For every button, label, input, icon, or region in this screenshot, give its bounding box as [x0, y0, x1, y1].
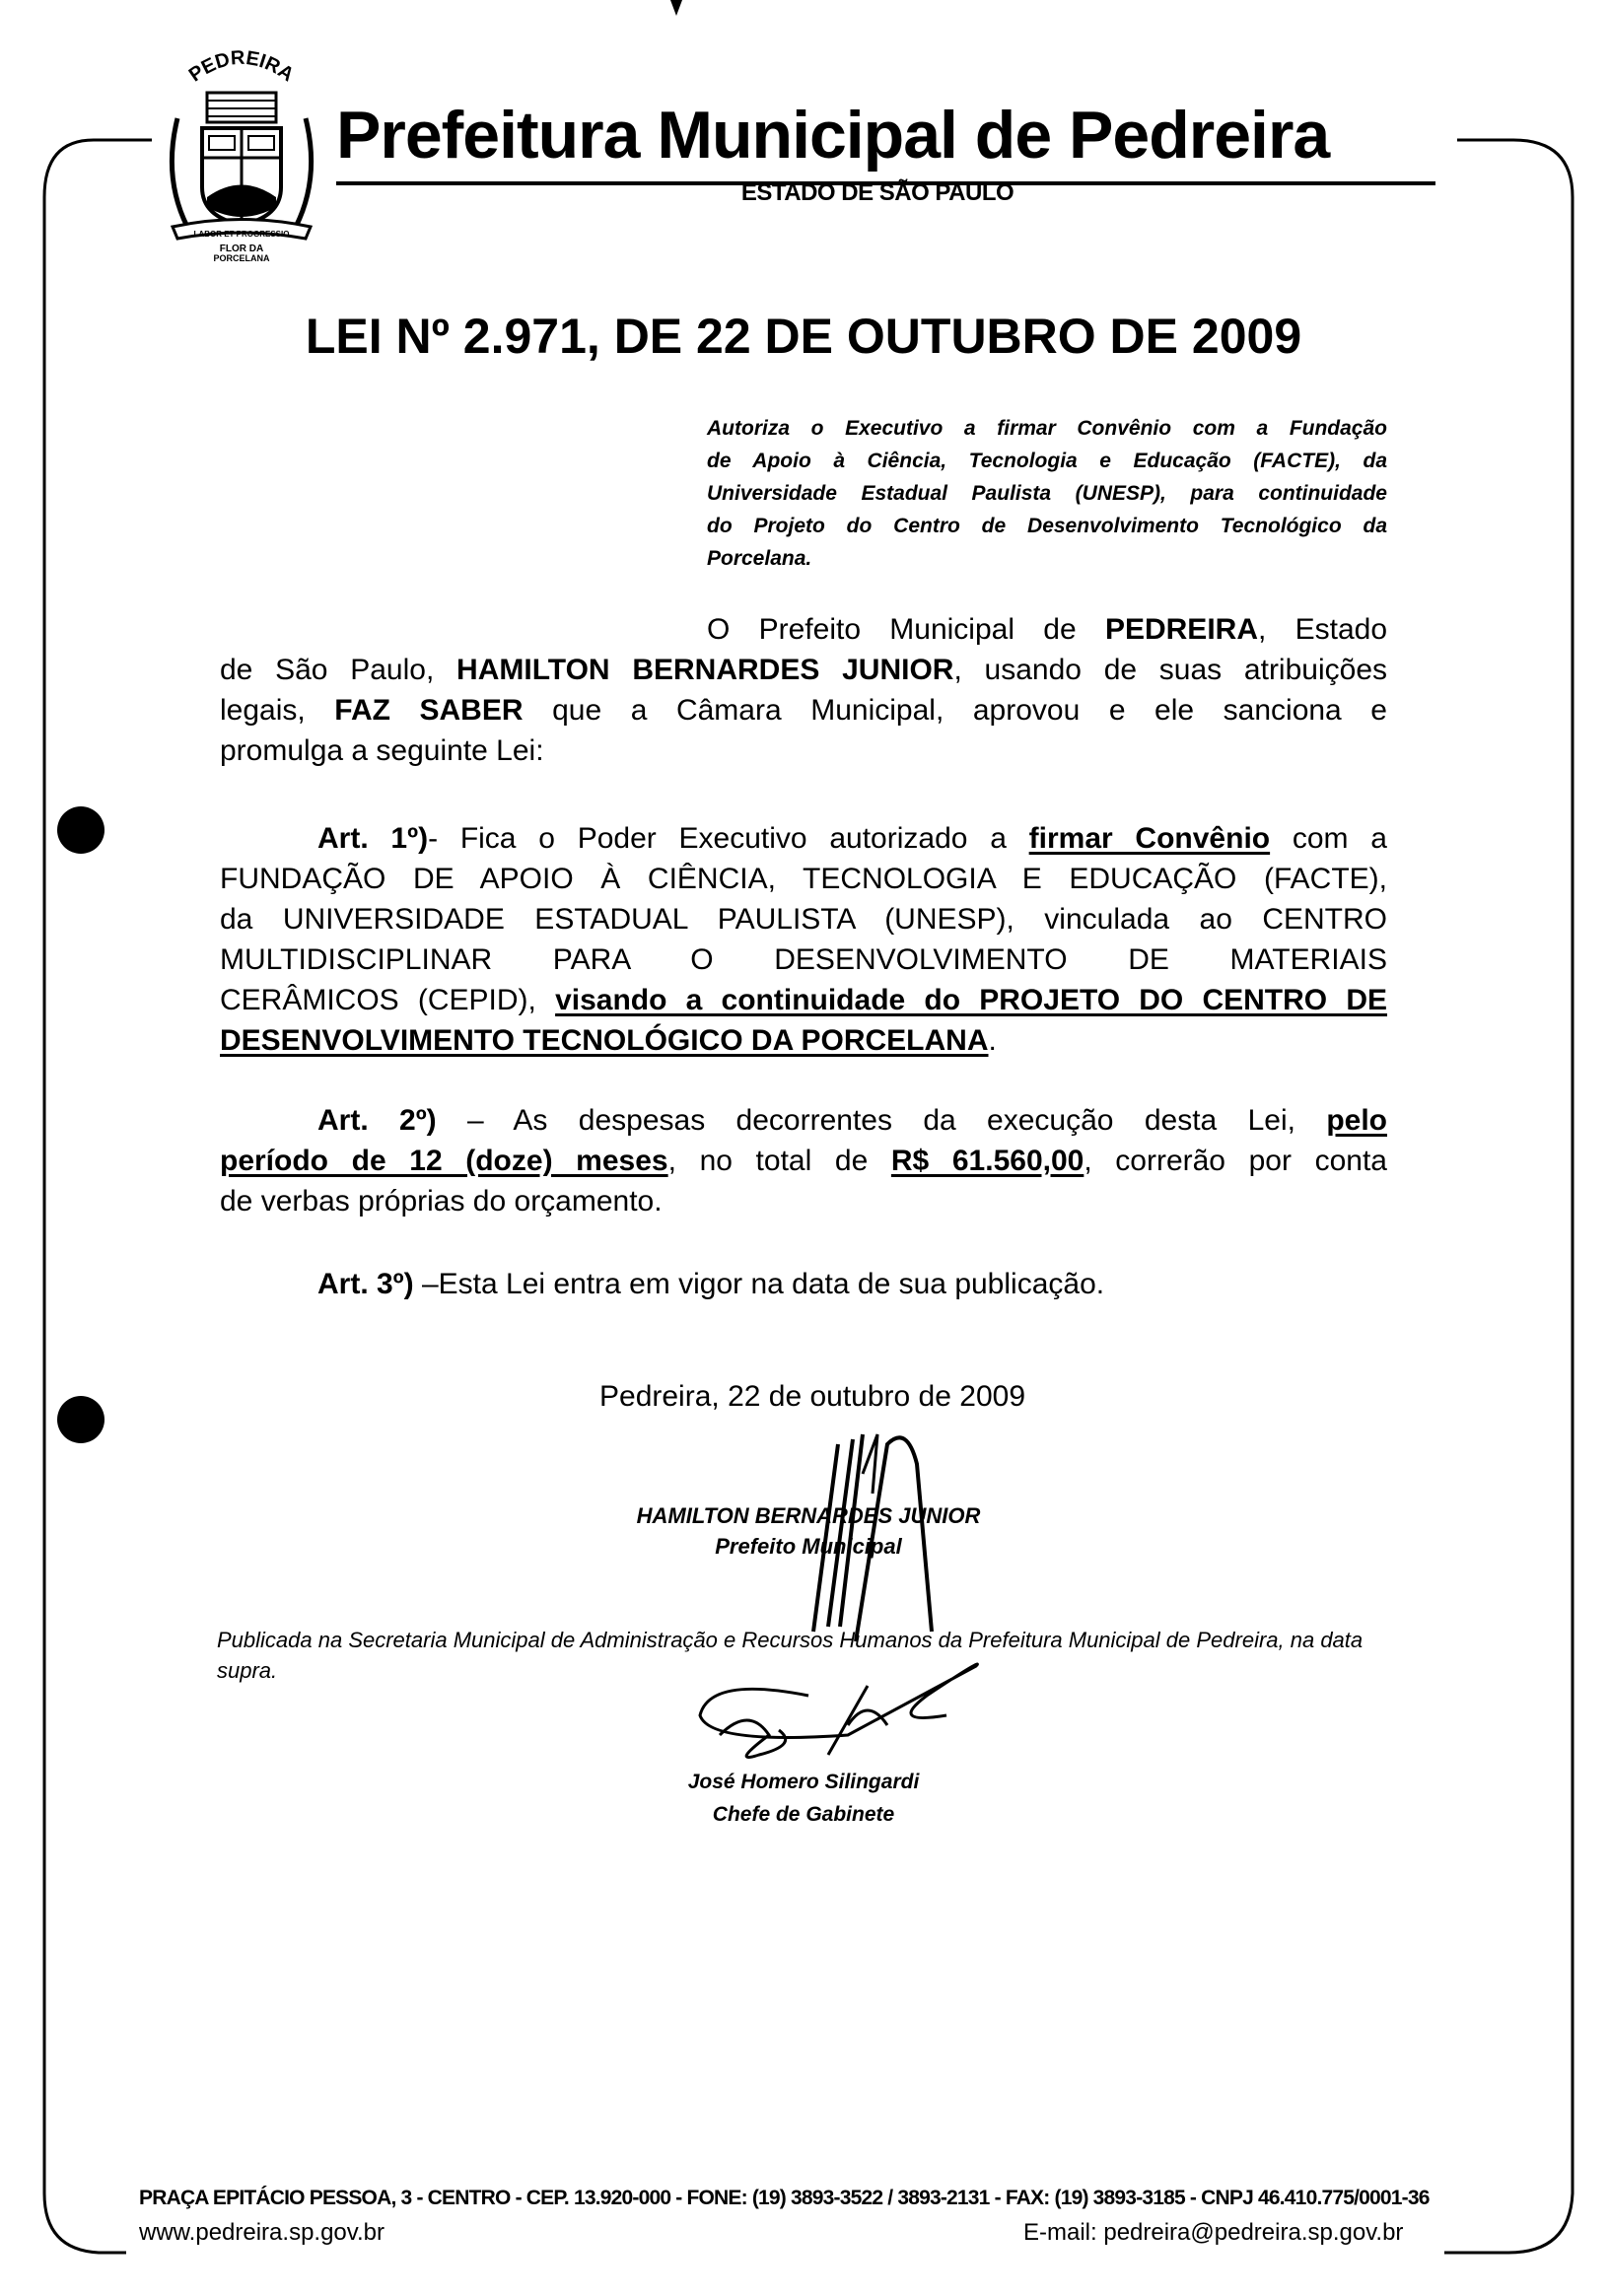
- chief-name: José Homero Silingardi: [687, 1771, 920, 1793]
- publication-note: Publicada na Secretaria Municipal de Administração e Recursos Humanos da Prefeitura Municipal de Pedreira, na data supra.: [217, 1628, 1364, 1683]
- signatory-role: Prefeito Municipal: [715, 1534, 902, 1559]
- article-2: [220, 1100, 1387, 1221]
- text-line: [220, 1020, 1387, 1061]
- punch-hole: [57, 1396, 105, 1443]
- summary-line: do Projeto do Centro de Desenvolvimento Tecnológico da: [707, 515, 1387, 537]
- text-segment: promulga a seguinte Lei:: [220, 734, 544, 767]
- text-segment: de São Paulo,: [220, 654, 457, 686]
- signatory-name: HAMILTON BERNARDES JUNIOR: [636, 1503, 981, 1528]
- svg-text:FLOR DA: FLOR DA: [219, 244, 264, 254]
- text-segment: MULTIDISCIPLINAR PARA O DESENVOLVIMENTO DE MATERIAIS: [220, 943, 1387, 976]
- text-segment: –Esta Lei entra em vigor na data de sua publicação.: [413, 1268, 1105, 1300]
- text-segment: , correrão por conta: [1084, 1145, 1387, 1177]
- chief-role: Chefe de Gabinete: [712, 1803, 895, 1826]
- bold-text: PEDREIRA: [1104, 613, 1258, 646]
- municipality-title: Prefeitura Municipal de Pedreira: [336, 98, 1330, 173]
- text-line: [220, 980, 1387, 1020]
- summary-line: de Apoio à Ciência, Tecnologia e Educação (FACTE), da: [707, 450, 1387, 472]
- bold-text: HAMILTON BERNARDES JUNIOR: [456, 654, 954, 686]
- text-segment: FUNDAÇÃO DE APOIO À CIÊNCIA, TECNOLOGIA E EDUCAÇÃO (FACTE),: [220, 863, 1387, 895]
- text-segment: CERÂMICOS (CEPID),: [220, 984, 556, 1016]
- punch-hole: [57, 806, 105, 854]
- text-segment: com a: [1270, 822, 1387, 855]
- underlined-text: visando a continuidade do PROJETO DO CENTRO DE: [555, 984, 1388, 1016]
- text-segment: - Fica o Poder Executivo autorizado a: [428, 822, 1029, 855]
- text-line: [220, 1264, 1387, 1304]
- text-segment: , usando de suas atribuições: [953, 654, 1387, 686]
- footer-email[interactable]: E-mail: pedreira@pedreira.sp.gov.br: [1023, 2219, 1404, 2246]
- underlined-text: período de 12 (doze) meses: [220, 1145, 668, 1177]
- text-segment: O Prefeito Municipal de: [707, 613, 1105, 646]
- law-summary: [707, 412, 1387, 575]
- chief-signature: [690, 1656, 986, 1765]
- text-line: [220, 859, 1387, 899]
- summary-line: Porcelana.: [707, 547, 812, 570]
- municipal-crest-logo: [158, 49, 325, 261]
- bold-text: Art. 2º): [317, 1104, 437, 1137]
- svg-text:LABOR ET PROGRESSIO: LABOR ET PROGRESSIO: [193, 230, 290, 239]
- underlined-text: pelo: [1326, 1104, 1387, 1137]
- article-3: [220, 1264, 1387, 1304]
- text-line: [220, 609, 1387, 650]
- text-segment: , no total de: [667, 1145, 891, 1177]
- text-segment: .: [988, 1024, 997, 1057]
- bold-text: Art. 1º): [317, 822, 429, 855]
- text-segment: – As despesas decorrentes da execução desta Lei,: [436, 1104, 1327, 1137]
- text-line: [220, 690, 1387, 731]
- summary-line: Autoriza o Executivo a firmar Convênio com a Fundação: [707, 417, 1387, 440]
- date-line: Pedreira, 22 de outubro de 2009: [599, 1380, 1025, 1413]
- footer-website[interactable]: www.pedreira.sp.gov.br: [139, 2219, 385, 2246]
- text-line: [220, 899, 1387, 939]
- underlined-text: R$ 61.560,00: [890, 1145, 1084, 1177]
- underlined-text: DESENVOLVIMENTO TECNOLÓGICO DA PORCELANA: [220, 1024, 989, 1057]
- underlined-text: firmar Convênio: [1028, 822, 1271, 855]
- svg-text:PEDREIRA: PEDREIRA: [184, 49, 298, 87]
- text-segment: que a Câmara Municipal, aprovou e ele sanciona e: [523, 694, 1387, 727]
- text-line: [220, 731, 1387, 771]
- text-segment: de verbas próprias do orçamento.: [220, 1185, 663, 1218]
- text-segment: legais,: [220, 694, 335, 727]
- text-line: [220, 1100, 1387, 1141]
- bold-text: FAZ SABER: [334, 694, 524, 727]
- text-line: [220, 818, 1387, 859]
- footer-address: PRAÇA EPITÁCIO PESSOA, 3 - CENTRO - CEP. 13.920-000 - FONE: (19) 3893-3522 / 3893-2131 - FAX: (19) 3893-3185 - CNPJ 46.410.775/0001-36: [139, 2187, 1430, 2209]
- text-segment: da UNIVERSIDADE ESTADUAL PAULISTA (UNESP), vinculada ao CENTRO: [220, 903, 1387, 936]
- state-subtitle: ESTADO DE SÃO PAULO: [740, 179, 1014, 206]
- svg-text:PORCELANA: PORCELANA: [213, 253, 270, 261]
- article-1: [220, 818, 1387, 1061]
- text-line: [220, 939, 1387, 980]
- summary-line: Universidade Estadual Paulista (UNESP), para continuidade: [707, 482, 1387, 505]
- law-title: LEI Nº 2.971, DE 22 DE OUTUBRO DE 2009: [305, 309, 1302, 364]
- preamble-paragraph: [220, 609, 1387, 771]
- text-segment: , Estado: [1257, 613, 1387, 646]
- text-line: [220, 650, 1387, 690]
- text-line: [220, 1181, 1387, 1221]
- text-line: [220, 1141, 1387, 1181]
- bold-text: Art. 3º): [317, 1268, 414, 1300]
